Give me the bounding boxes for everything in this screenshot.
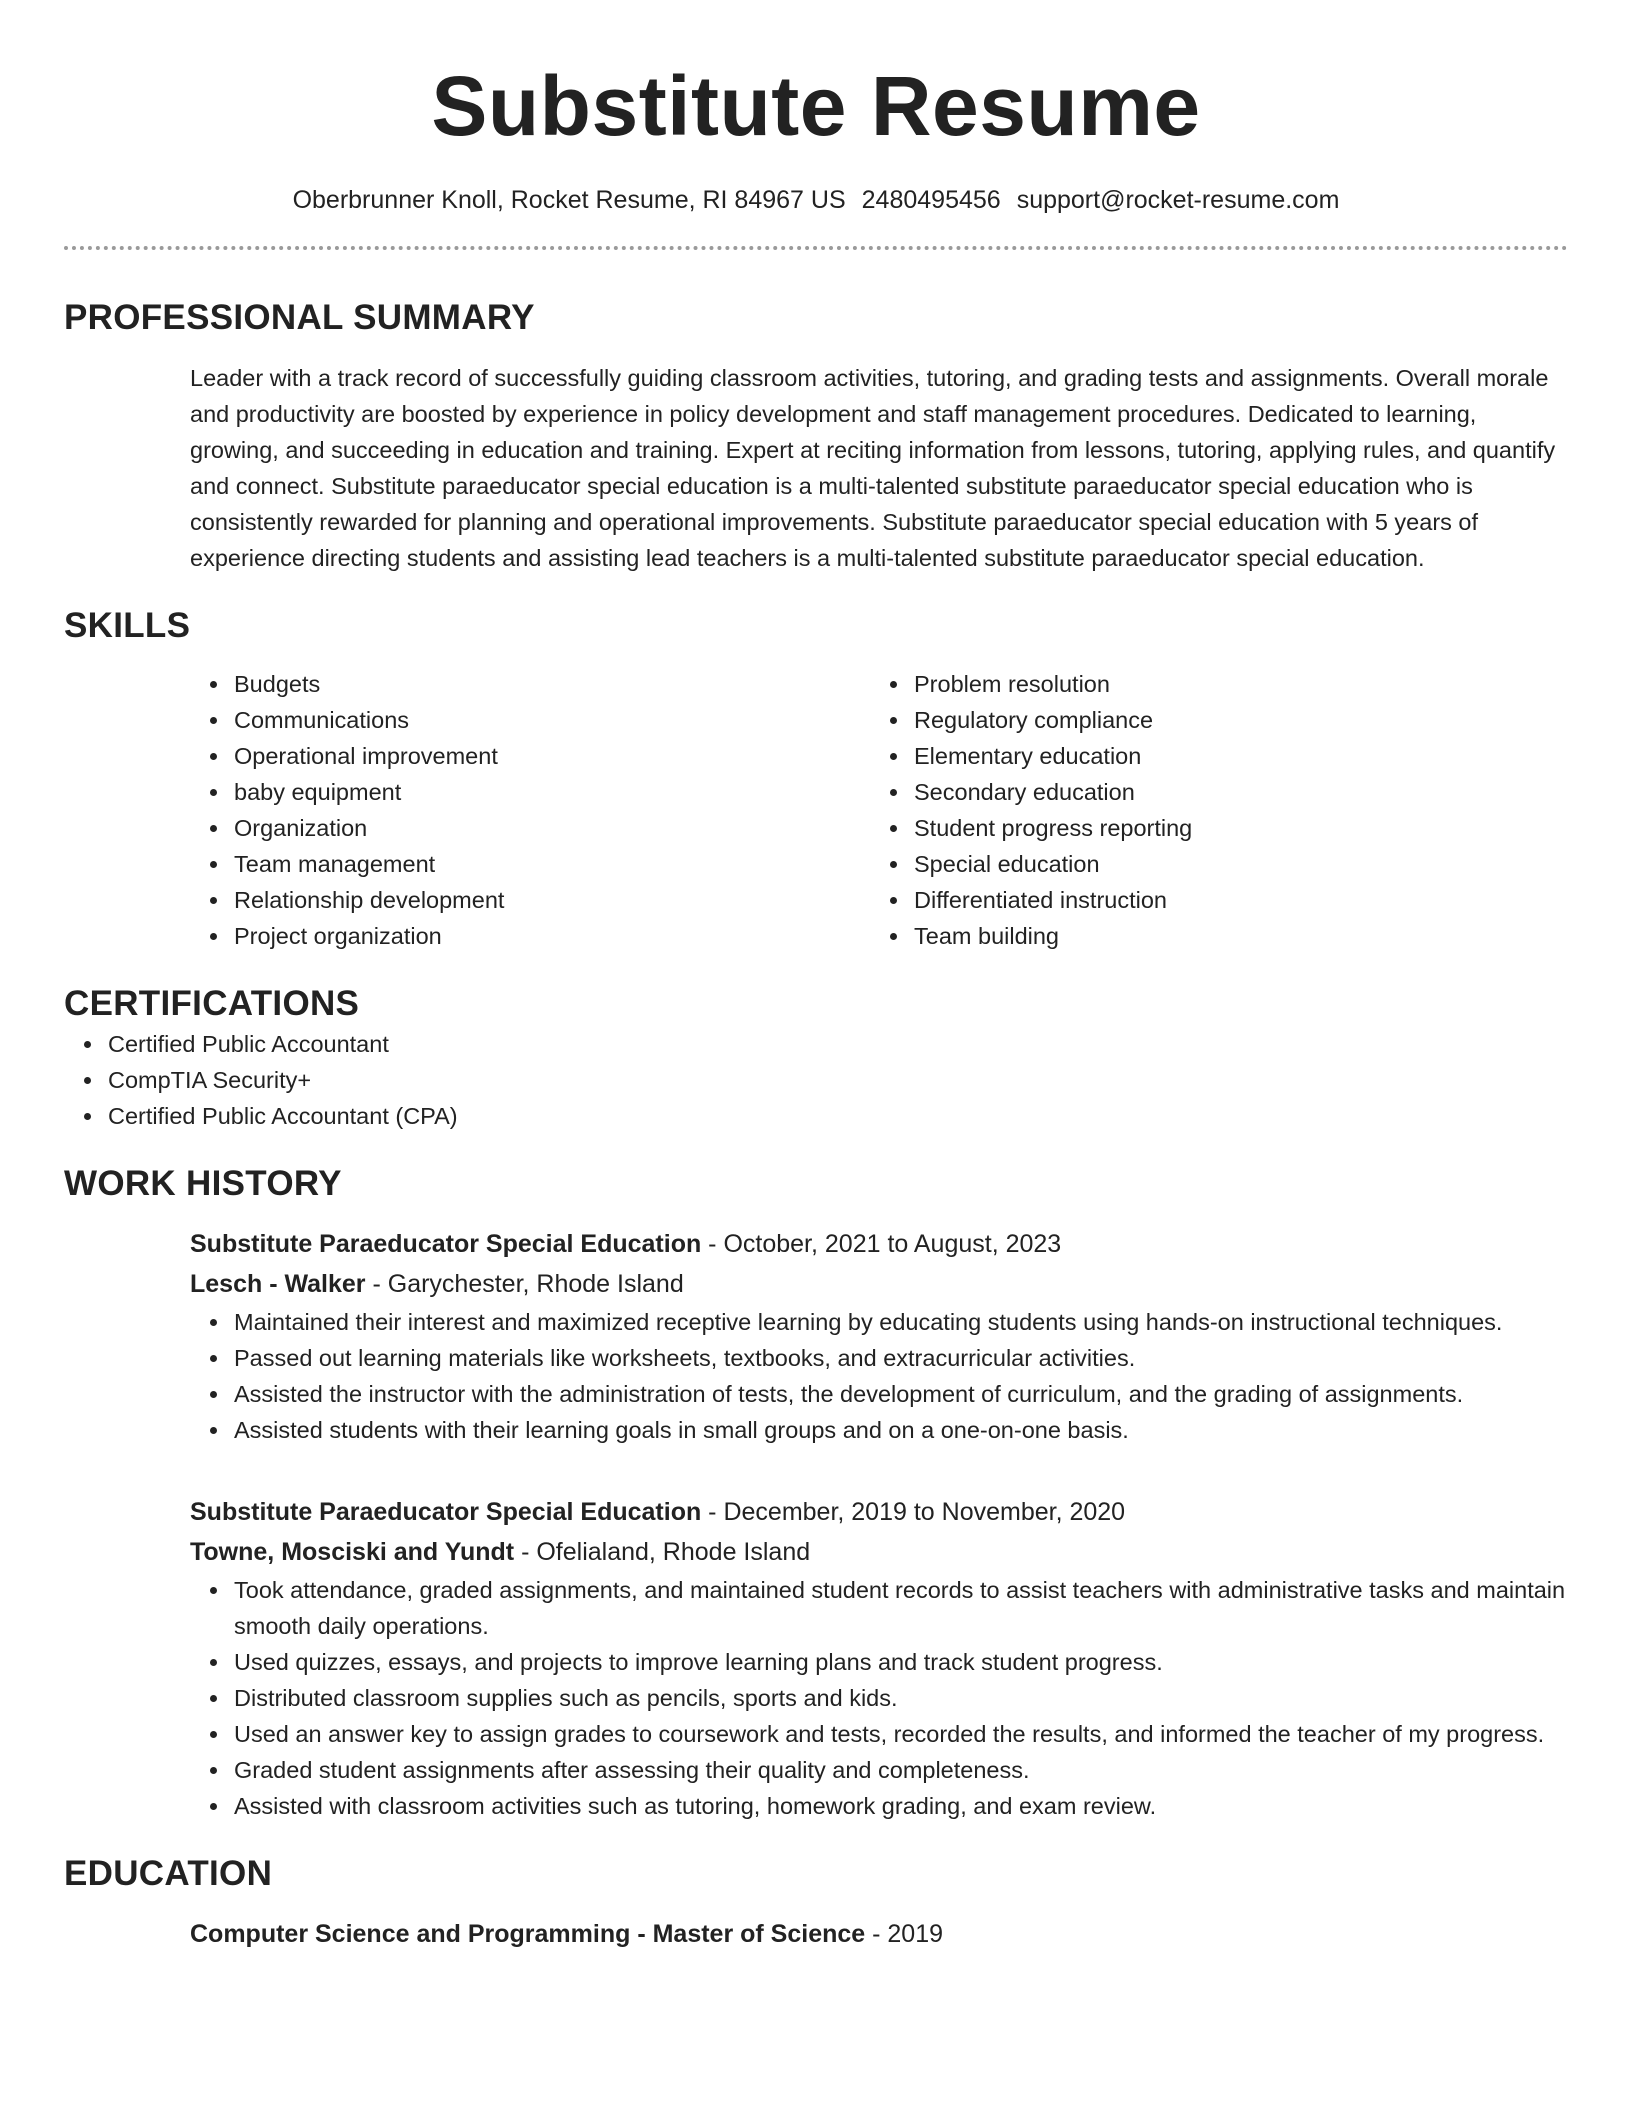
skill-item: Elementary education bbox=[870, 738, 1550, 774]
job-duty: Used an answer key to assign grades to coursework and tests, recorded the results, and informed the teacher of my progress. bbox=[190, 1716, 1568, 1752]
summary-heading: PROFESSIONAL SUMMARY bbox=[64, 298, 535, 337]
job-location: - Ofelialand, Rhode Island bbox=[514, 1538, 811, 1566]
job-duty: Assisted students with their learning goals in small groups and on a one-on-one basis. bbox=[190, 1412, 1568, 1448]
resume-page bbox=[64, 0, 1568, 1954]
job-company: Towne, Mosciski and Yundt bbox=[190, 1538, 515, 1566]
job-duty: Graded student assignments after assessing their quality and completeness. bbox=[190, 1752, 1568, 1788]
education-heading: EDUCATION bbox=[64, 1854, 273, 1893]
skill-item: Project organization bbox=[190, 918, 870, 954]
job-entry bbox=[190, 1492, 1568, 1824]
summary-section bbox=[64, 296, 1568, 576]
job-duty: Passed out learning materials like worksheets, textbooks, and extracurricular activities. bbox=[190, 1340, 1568, 1376]
job-company-line bbox=[190, 1264, 1568, 1304]
contact-email: support@rocket-resume.com bbox=[1016, 186, 1340, 214]
certifications-list bbox=[64, 1026, 1568, 1134]
skill-item: Student progress reporting bbox=[870, 810, 1550, 846]
job-title-line bbox=[190, 1492, 1568, 1532]
contact-phone: 2480495456 bbox=[861, 186, 1001, 214]
education-degree: Computer Science and Programming - Master of Science bbox=[190, 1920, 866, 1948]
skill-item: Differentiated instruction bbox=[870, 882, 1550, 918]
header-divider bbox=[64, 246, 1568, 250]
certification-item: CompTIA Security+ bbox=[64, 1062, 1568, 1098]
contact-line bbox=[64, 184, 1568, 216]
work-history-heading: WORK HISTORY bbox=[64, 1164, 342, 1203]
job-duty: Used quizzes, essays, and projects to improve learning plans and track student progress. bbox=[190, 1644, 1568, 1680]
job-role: Substitute Paraeducator Special Education bbox=[190, 1230, 702, 1258]
job-location: - Garychester, Rhode Island bbox=[365, 1270, 684, 1298]
skills-columns bbox=[190, 666, 1568, 954]
certification-item: Certified Public Accountant (CPA) bbox=[64, 1098, 1568, 1134]
skill-item: Regulatory compliance bbox=[870, 702, 1550, 738]
job-duty: Maintained their interest and maximized receptive learning by educating students using hands-on instructional techniques. bbox=[190, 1304, 1568, 1340]
skills-section bbox=[64, 604, 1568, 954]
education-section bbox=[64, 1852, 1568, 1954]
job-dates: - December, 2019 to November, 2020 bbox=[701, 1498, 1126, 1526]
skill-item: Problem resolution bbox=[870, 666, 1550, 702]
skill-item: Operational improvement bbox=[190, 738, 870, 774]
skills-heading: SKILLS bbox=[64, 606, 191, 645]
skill-item: Team management bbox=[190, 846, 870, 882]
work-history-section bbox=[64, 1162, 1568, 1824]
job-entry bbox=[190, 1224, 1568, 1448]
job-title-line bbox=[190, 1224, 1568, 1264]
job-dates: - October, 2021 to August, 2023 bbox=[701, 1230, 1062, 1258]
skills-right-list bbox=[870, 666, 1550, 954]
education-year: - 2019 bbox=[865, 1920, 944, 1948]
skill-item: Communications bbox=[190, 702, 870, 738]
skill-item: Organization bbox=[190, 810, 870, 846]
skill-item: baby equipment bbox=[190, 774, 870, 810]
job-duty: Took attendance, graded assignments, and maintained student records to assist teachers with administrative tasks and maintain smooth daily operations. bbox=[190, 1572, 1568, 1644]
job-role: Substitute Paraeducator Special Education bbox=[190, 1498, 702, 1526]
summary-text: Leader with a track record of successfully guiding classroom activities, tutoring, and grading tests and assignments. Overall morale and productivity are boosted by experience in policy development and staff management procedures. Dedicated to learning, growing, and succeeding in education and training. Expert at reciting information from lessons, tutoring, applying rules, and quantify and connect. Substitute paraeducator special education is a multi-talented substitute paraeducator special education who is consistently rewarded for planning and operational improvements. Substitute paraeducator special education with 5 years of experience directing students and assisting lead teachers is a multi-talented substitute paraeducator special education. bbox=[190, 365, 1556, 571]
contact-address: Oberbrunner Knoll, Rocket Resume, RI 84967 US bbox=[292, 186, 846, 214]
skills-left-list bbox=[190, 666, 870, 954]
job-duties-list bbox=[190, 1572, 1568, 1824]
job-duties-list bbox=[190, 1304, 1568, 1448]
certification-item: Certified Public Accountant bbox=[64, 1026, 1568, 1062]
education-entry bbox=[190, 1914, 1568, 1954]
skill-item: Relationship development bbox=[190, 882, 870, 918]
skill-item: Special education bbox=[870, 846, 1550, 882]
certifications-section bbox=[64, 982, 1568, 1134]
job-duty: Assisted with classroom activities such as tutoring, homework grading, and exam review. bbox=[190, 1788, 1568, 1824]
resume-title: Substitute Resume bbox=[431, 59, 1201, 153]
job-duty: Assisted the instructor with the administration of tests, the development of curriculum, and the grading of assignments. bbox=[190, 1376, 1568, 1412]
certifications-heading: CERTIFICATIONS bbox=[64, 984, 360, 1023]
job-duty: Distributed classroom supplies such as pencils, sports and kids. bbox=[190, 1680, 1568, 1716]
skill-item: Secondary education bbox=[870, 774, 1550, 810]
job-company: Lesch - Walker bbox=[190, 1270, 366, 1298]
skill-item: Team building bbox=[870, 918, 1550, 954]
skill-item: Budgets bbox=[190, 666, 870, 702]
job-company-line bbox=[190, 1532, 1568, 1572]
